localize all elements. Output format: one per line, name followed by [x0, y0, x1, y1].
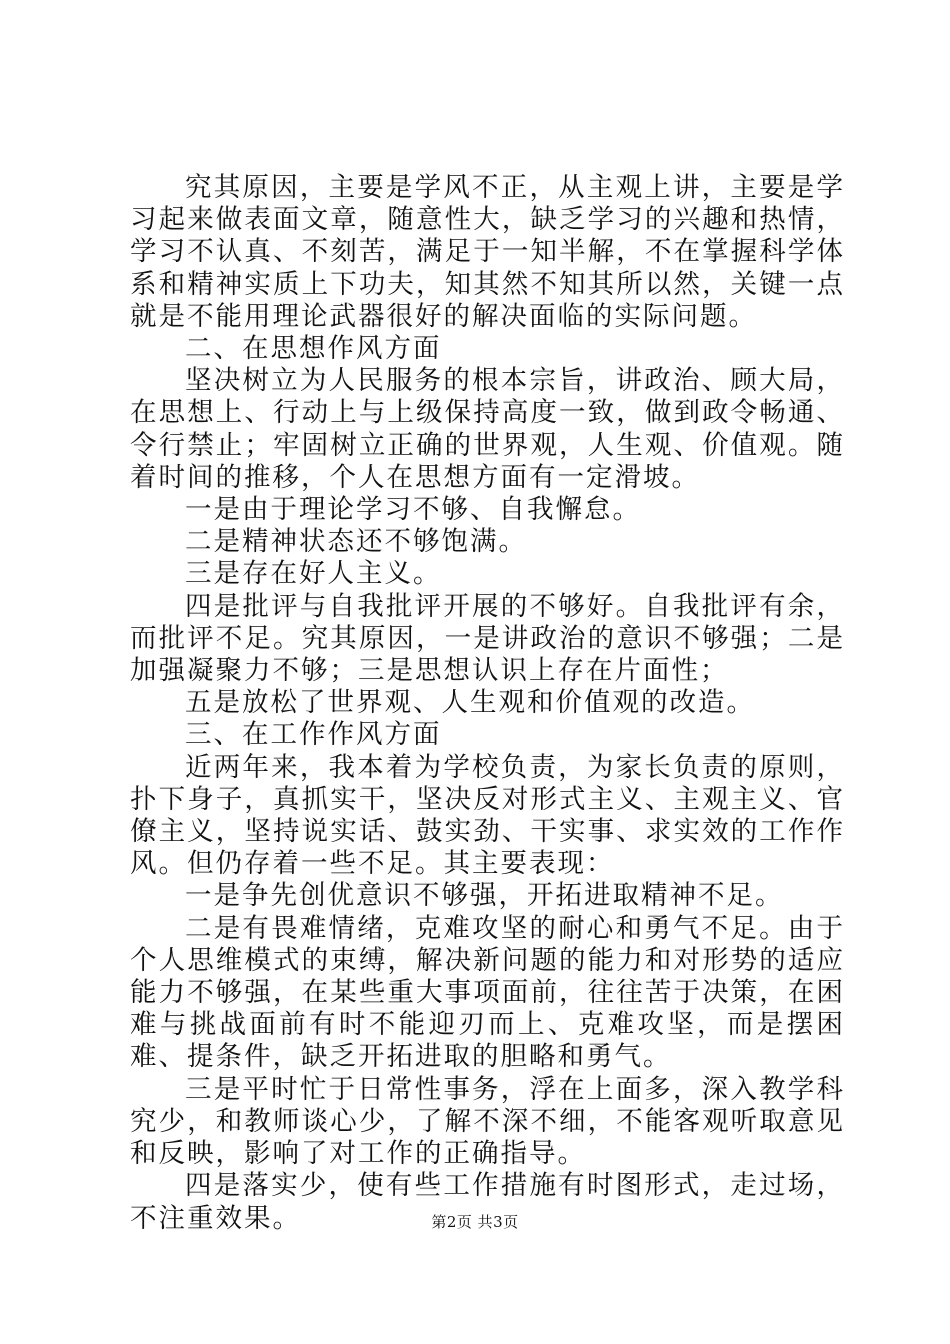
paragraph-ideological-summary: 坚决树立为人民服务的根本宗旨，讲政治、顾大局，在思想上、行动上与上级保持高度一致，做到政令畅通、令行禁止；牢固树立正确的世界观，人生观、价值观。随着时间的推移，个人在思想方面有一定滑坡。: [130, 365, 845, 493]
list-item-ideological-1: 一是由于理论学习不够、自我懈怠。: [185, 494, 641, 526]
document-body: [130, 172, 845, 1235]
section-heading-ideological-style: 二、在思想作风方面: [185, 333, 442, 365]
section-heading-work-style: 三、在工作作风方面: [185, 719, 442, 751]
paragraph-cause-analysis: 究其原因，主要是学风不正，从主观上讲，主要是学习起来做表面文章，随意性大，缺乏学习的兴趣和热情，学习不认真、不刻苦，满足于一知半解，不在掌握科学体系和精神实质上下功夫，知其然不知其所以然，关键一点就是不能用理论武器很好的解决面临的实际问题。: [130, 172, 845, 332]
paragraph-work-summary: 近两年来，我本着为学校负责，为家长负责的原则，扑下身子，真抓实干，坚决反对形式主义、主观主义、官僚主义，坚持说实话、鼓实劲、干实事、求实效的工作作风。但仍存着一些不足。其主要表现：: [130, 751, 845, 880]
list-item-work-1: 一是争先创优意识不够强，开拓进取精神不足。: [185, 880, 784, 912]
list-item-ideological-3: 三是存在好人主义。: [185, 558, 442, 590]
list-item-work-2: 二是有畏难情绪，克难攻坚的耐心和勇气不足。由于个人思维模式的束缚，解决新问题的能力和对形势的适应能力不够强，在某些重大事项面前，往往苦于决策，在困难与挑战面前有时不能迎刃而上、克难攻坚，而是摆困难、提条件，缺乏开拓进取的胆略和勇气。: [130, 912, 845, 1073]
list-item-ideological-5: 五是放松了世界观、人生观和价值观的改造。: [185, 687, 755, 719]
list-item-work-3: 三是平时忙于日常性事务，浮在上面多，深入教学科究少，和教师谈心少，了解不深不细，不能客观听取意见和反映，影响了对工作的正确指导。: [130, 1073, 845, 1170]
list-item-work-4: 四是落实少，使有些工作措施有时图形式，走过场，不注重效果。: [130, 1170, 845, 1234]
list-item-ideological-4: 四是批评与自我批评开展的不够好。自我批评有余，而批评不足。究其原因，一是讲政治的意识不够强；二是加强凝聚力不够；三是思想认识上存在片面性；: [130, 590, 845, 687]
page-number-footer: 第2页 共3页: [431, 1213, 519, 1231]
list-item-ideological-2: 二是精神状态还不够饱满。: [185, 526, 527, 558]
